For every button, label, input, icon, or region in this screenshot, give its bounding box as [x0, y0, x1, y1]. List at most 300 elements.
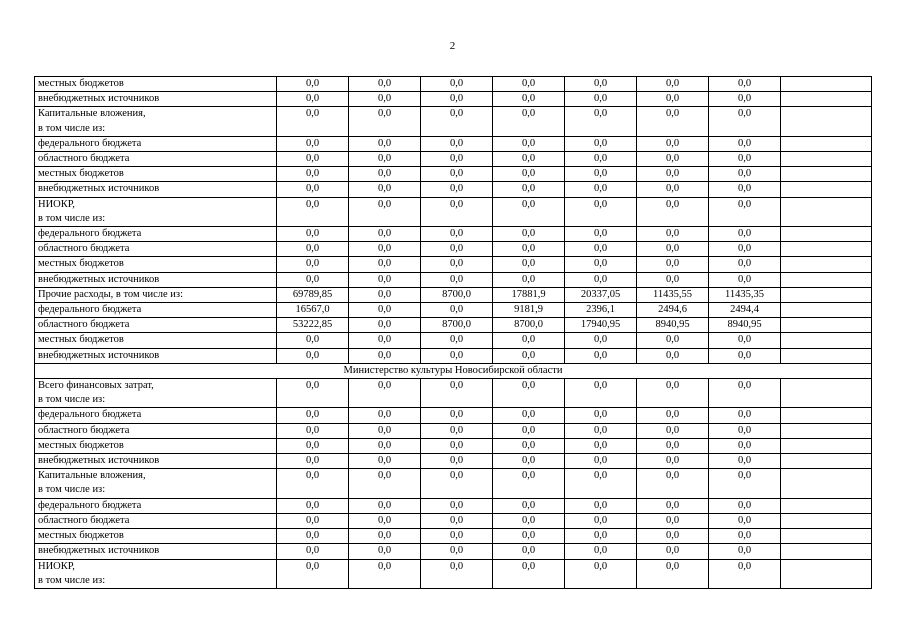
row-label-line: областного бюджета	[38, 514, 130, 526]
row-label	[35, 438, 277, 453]
row-label-line: внебюджетных источников	[38, 349, 160, 361]
value-cell	[781, 257, 872, 272]
value-cell: 0,0	[349, 272, 421, 287]
value-cell: 8940,95	[637, 318, 709, 333]
value-cell: 0,0	[277, 513, 349, 528]
value-cell: 0,0	[709, 272, 781, 287]
row-label	[35, 529, 277, 544]
value-cell: 53222,85	[277, 318, 349, 333]
table-row	[35, 559, 872, 588]
value-cell: 0,0	[421, 469, 493, 498]
table-row	[35, 242, 872, 257]
value-cell: 0,0	[709, 152, 781, 167]
value-cell: 0,0	[421, 348, 493, 363]
value-cell: 0,0	[637, 529, 709, 544]
value-cell: 0,0	[421, 529, 493, 544]
value-cell: 0,0	[493, 92, 565, 107]
value-cell	[781, 242, 872, 257]
value-cell: 0,0	[565, 333, 637, 348]
value-cell: 0,0	[637, 136, 709, 151]
table-row	[35, 77, 872, 92]
value-cell: 0,0	[277, 92, 349, 107]
value-cell: 0,0	[493, 529, 565, 544]
table-row	[35, 348, 872, 363]
row-label	[35, 92, 277, 107]
value-cell: 0,0	[349, 152, 421, 167]
value-cell: 0,0	[637, 257, 709, 272]
value-cell: 0,0	[637, 348, 709, 363]
value-cell: 0,0	[349, 348, 421, 363]
table-row	[35, 107, 872, 136]
value-cell: 8700,0	[493, 318, 565, 333]
value-cell: 0,0	[421, 182, 493, 197]
table-row	[35, 438, 872, 453]
table-row	[35, 257, 872, 272]
value-cell	[781, 438, 872, 453]
value-cell: 0,0	[637, 469, 709, 498]
row-label	[35, 469, 277, 498]
row-label-line: Капитальные вложения,	[38, 108, 146, 120]
value-cell	[781, 423, 872, 438]
value-cell: 0,0	[565, 92, 637, 107]
value-cell: 0,0	[349, 182, 421, 197]
value-cell: 0,0	[277, 559, 349, 588]
value-cell: 0,0	[565, 529, 637, 544]
value-cell: 0,0	[637, 559, 709, 588]
value-cell: 9181,9	[493, 303, 565, 318]
value-cell: 0,0	[709, 107, 781, 136]
value-cell: 0,0	[565, 454, 637, 469]
value-cell	[781, 559, 872, 588]
row-label-line: Капитальные вложения,	[38, 470, 146, 482]
value-cell: 0,0	[637, 498, 709, 513]
value-cell: 0,0	[637, 92, 709, 107]
value-cell: 0,0	[277, 498, 349, 513]
value-cell: 0,0	[277, 333, 349, 348]
table-row	[35, 529, 872, 544]
value-cell: 0,0	[421, 242, 493, 257]
financing-table	[34, 76, 872, 589]
value-cell: 0,0	[493, 242, 565, 257]
value-cell	[781, 513, 872, 528]
value-cell: 0,0	[421, 438, 493, 453]
row-label	[35, 513, 277, 528]
table-row	[35, 318, 872, 333]
row-label-line: в том числе из:	[38, 122, 106, 134]
value-cell	[781, 92, 872, 107]
value-cell: 0,0	[565, 197, 637, 226]
row-label-line: внебюджетных источников	[38, 455, 160, 467]
value-cell: 0,0	[493, 469, 565, 498]
value-cell: 11435,55	[637, 287, 709, 302]
value-cell	[781, 454, 872, 469]
value-cell: 0,0	[565, 544, 637, 559]
value-cell: 0,0	[493, 257, 565, 272]
value-cell: 0,0	[709, 197, 781, 226]
row-label	[35, 423, 277, 438]
value-cell: 0,0	[637, 77, 709, 92]
value-cell: 0,0	[565, 182, 637, 197]
value-cell: 0,0	[637, 272, 709, 287]
table-row	[35, 454, 872, 469]
value-cell: 0,0	[565, 167, 637, 182]
value-cell: 0,0	[565, 77, 637, 92]
value-cell: 0,0	[565, 272, 637, 287]
value-cell: 0,0	[709, 92, 781, 107]
value-cell: 0,0	[709, 454, 781, 469]
value-cell: 0,0	[421, 167, 493, 182]
row-label-line: местных бюджетов	[38, 168, 124, 180]
section-title: Министерство культуры Новосибирской области	[35, 363, 872, 378]
row-label	[35, 559, 277, 588]
value-cell: 0,0	[637, 197, 709, 226]
value-cell	[781, 152, 872, 167]
value-cell: 0,0	[709, 529, 781, 544]
row-label-line: федерального бюджета	[38, 304, 142, 316]
value-cell: 0,0	[709, 333, 781, 348]
row-label-line: внебюджетных источников	[38, 93, 160, 105]
value-cell: 0,0	[637, 227, 709, 242]
row-label-line: в том числе из:	[38, 574, 106, 586]
value-cell: 0,0	[277, 454, 349, 469]
value-cell	[781, 182, 872, 197]
value-cell: 0,0	[709, 242, 781, 257]
value-cell: 0,0	[349, 167, 421, 182]
row-label	[35, 498, 277, 513]
value-cell: 0,0	[277, 379, 349, 408]
row-label-line: в том числе из:	[38, 484, 106, 496]
row-label	[35, 197, 277, 226]
table-row	[35, 197, 872, 226]
value-cell: 0,0	[493, 513, 565, 528]
value-cell: 0,0	[349, 559, 421, 588]
value-cell: 0,0	[565, 438, 637, 453]
value-cell: 2396,1	[565, 303, 637, 318]
value-cell: 0,0	[709, 136, 781, 151]
value-cell: 0,0	[349, 197, 421, 226]
row-label-line: местных бюджетов	[38, 258, 124, 270]
value-cell: 0,0	[709, 348, 781, 363]
value-cell: 8700,0	[421, 287, 493, 302]
value-cell: 0,0	[637, 167, 709, 182]
value-cell: 0,0	[349, 107, 421, 136]
value-cell: 0,0	[277, 408, 349, 423]
value-cell: 11435,35	[709, 287, 781, 302]
value-cell: 0,0	[565, 227, 637, 242]
value-cell: 0,0	[349, 92, 421, 107]
value-cell: 0,0	[637, 242, 709, 257]
value-cell: 0,0	[421, 152, 493, 167]
row-label-line: НИОКР,	[38, 560, 75, 572]
value-cell: 0,0	[421, 107, 493, 136]
row-label	[35, 152, 277, 167]
value-cell: 0,0	[349, 257, 421, 272]
value-cell	[781, 303, 872, 318]
value-cell	[781, 287, 872, 302]
row-label	[35, 136, 277, 151]
value-cell: 0,0	[709, 498, 781, 513]
value-cell	[781, 77, 872, 92]
value-cell: 0,0	[277, 242, 349, 257]
value-cell: 0,0	[493, 227, 565, 242]
row-label	[35, 167, 277, 182]
row-label-line: в том числе из:	[38, 212, 106, 224]
row-label-line: местных бюджетов	[38, 530, 124, 542]
value-cell	[781, 529, 872, 544]
row-label	[35, 287, 277, 302]
value-cell: 0,0	[637, 333, 709, 348]
table-row	[35, 333, 872, 348]
value-cell: 0,0	[277, 257, 349, 272]
value-cell: 17940,95	[565, 318, 637, 333]
value-cell: 0,0	[493, 136, 565, 151]
value-cell: 0,0	[277, 227, 349, 242]
value-cell: 0,0	[493, 498, 565, 513]
table-row	[35, 227, 872, 242]
value-cell: 0,0	[565, 107, 637, 136]
row-label-line: федерального бюджета	[38, 409, 142, 421]
table-row	[35, 136, 872, 151]
value-cell	[781, 498, 872, 513]
value-cell: 0,0	[421, 272, 493, 287]
value-cell: 0,0	[637, 182, 709, 197]
page-number: 2	[449, 40, 456, 52]
table-row	[35, 92, 872, 107]
value-cell	[781, 227, 872, 242]
value-cell: 0,0	[709, 408, 781, 423]
table-row	[35, 152, 872, 167]
value-cell: 0,0	[421, 333, 493, 348]
row-label	[35, 242, 277, 257]
row-label	[35, 303, 277, 318]
value-cell: 2494,4	[709, 303, 781, 318]
value-cell: 0,0	[349, 333, 421, 348]
value-cell: 0,0	[709, 227, 781, 242]
value-cell: 0,0	[421, 408, 493, 423]
value-cell: 0,0	[493, 408, 565, 423]
value-cell	[781, 318, 872, 333]
table-row	[35, 272, 872, 287]
table-row	[35, 469, 872, 498]
value-cell: 0,0	[277, 348, 349, 363]
value-cell: 0,0	[709, 544, 781, 559]
value-cell: 0,0	[277, 167, 349, 182]
value-cell: 0,0	[349, 529, 421, 544]
value-cell: 0,0	[493, 152, 565, 167]
value-cell: 0,0	[349, 136, 421, 151]
value-cell: 0,0	[277, 469, 349, 498]
value-cell: 0,0	[493, 272, 565, 287]
value-cell: 0,0	[349, 318, 421, 333]
value-cell: 0,0	[421, 559, 493, 588]
value-cell: 0,0	[277, 136, 349, 151]
table-row	[35, 423, 872, 438]
row-label-line: федерального бюджета	[38, 228, 142, 240]
row-label-line: местных бюджетов	[38, 334, 124, 346]
value-cell	[781, 197, 872, 226]
value-cell: 20337,05	[565, 287, 637, 302]
value-cell: 0,0	[709, 257, 781, 272]
value-cell	[781, 348, 872, 363]
value-cell: 0,0	[493, 333, 565, 348]
value-cell	[781, 544, 872, 559]
value-cell	[781, 107, 872, 136]
value-cell: 0,0	[277, 423, 349, 438]
value-cell: 0,0	[637, 379, 709, 408]
value-cell: 0,0	[421, 227, 493, 242]
value-cell: 0,0	[565, 513, 637, 528]
value-cell: 0,0	[277, 529, 349, 544]
value-cell: 0,0	[349, 303, 421, 318]
table-row	[35, 513, 872, 528]
value-cell: 0,0	[493, 454, 565, 469]
section-header-row	[35, 363, 872, 378]
value-cell: 0,0	[421, 303, 493, 318]
row-label-line: федерального бюджета	[38, 499, 142, 511]
value-cell: 0,0	[349, 513, 421, 528]
value-cell: 0,0	[277, 438, 349, 453]
value-cell: 0,0	[493, 379, 565, 408]
value-cell: 0,0	[565, 136, 637, 151]
row-label-line: областного бюджета	[38, 319, 130, 331]
value-cell: 0,0	[565, 348, 637, 363]
value-cell: 0,0	[277, 152, 349, 167]
value-cell: 0,0	[421, 423, 493, 438]
value-cell	[781, 272, 872, 287]
value-cell: 0,0	[349, 454, 421, 469]
value-cell: 0,0	[565, 379, 637, 408]
value-cell: 0,0	[349, 287, 421, 302]
value-cell: 0,0	[349, 408, 421, 423]
value-cell: 0,0	[493, 438, 565, 453]
row-label	[35, 454, 277, 469]
row-label-line: областного бюджета	[38, 424, 130, 436]
value-cell: 0,0	[493, 197, 565, 226]
value-cell: 0,0	[637, 423, 709, 438]
value-cell: 0,0	[565, 498, 637, 513]
value-cell: 0,0	[493, 348, 565, 363]
value-cell: 0,0	[349, 379, 421, 408]
value-cell: 0,0	[277, 107, 349, 136]
value-cell: 0,0	[565, 559, 637, 588]
value-cell: 0,0	[565, 408, 637, 423]
row-label	[35, 333, 277, 348]
value-cell: 0,0	[277, 272, 349, 287]
value-cell: 0,0	[709, 513, 781, 528]
value-cell: 2494,6	[637, 303, 709, 318]
value-cell: 0,0	[421, 513, 493, 528]
value-cell: 8700,0	[421, 318, 493, 333]
value-cell	[781, 167, 872, 182]
row-label	[35, 227, 277, 242]
value-cell	[781, 333, 872, 348]
value-cell	[781, 136, 872, 151]
value-cell: 0,0	[637, 107, 709, 136]
value-cell: 0,0	[349, 544, 421, 559]
value-cell: 0,0	[565, 469, 637, 498]
value-cell: 0,0	[421, 544, 493, 559]
value-cell: 0,0	[709, 423, 781, 438]
value-cell: 0,0	[637, 513, 709, 528]
value-cell: 0,0	[421, 454, 493, 469]
row-label	[35, 182, 277, 197]
value-cell: 0,0	[421, 197, 493, 226]
row-label	[35, 379, 277, 408]
value-cell	[781, 469, 872, 498]
value-cell: 0,0	[709, 77, 781, 92]
table-row	[35, 287, 872, 302]
row-label-line: Всего финансовых затрат,	[38, 380, 154, 392]
value-cell: 0,0	[349, 423, 421, 438]
value-cell: 0,0	[637, 544, 709, 559]
row-label	[35, 348, 277, 363]
value-cell: 0,0	[493, 182, 565, 197]
row-label-line: НИОКР,	[38, 198, 75, 210]
value-cell: 0,0	[709, 469, 781, 498]
row-label	[35, 107, 277, 136]
row-label	[35, 408, 277, 423]
value-cell: 0,0	[349, 227, 421, 242]
value-cell: 0,0	[493, 167, 565, 182]
value-cell: 0,0	[565, 423, 637, 438]
row-label-line: внебюджетных источников	[38, 545, 160, 557]
value-cell: 0,0	[277, 544, 349, 559]
value-cell: 69789,85	[277, 287, 349, 302]
value-cell: 0,0	[493, 77, 565, 92]
row-label	[35, 318, 277, 333]
value-cell: 0,0	[709, 167, 781, 182]
value-cell: 16567,0	[277, 303, 349, 318]
row-label	[35, 77, 277, 92]
value-cell: 0,0	[349, 438, 421, 453]
value-cell: 0,0	[277, 182, 349, 197]
value-cell: 0,0	[493, 107, 565, 136]
value-cell: 0,0	[637, 438, 709, 453]
value-cell	[781, 408, 872, 423]
table-row	[35, 379, 872, 408]
row-label-line: местных бюджетов	[38, 78, 124, 89]
value-cell: 0,0	[565, 242, 637, 257]
value-cell: 0,0	[277, 77, 349, 92]
row-label-line: федерального бюджета	[38, 137, 142, 149]
row-label-line: местных бюджетов	[38, 439, 124, 451]
value-cell: 0,0	[637, 454, 709, 469]
value-cell: 17881,9	[493, 287, 565, 302]
value-cell: 0,0	[709, 438, 781, 453]
table-row	[35, 303, 872, 318]
value-cell: 0,0	[421, 136, 493, 151]
value-cell: 0,0	[277, 197, 349, 226]
value-cell: 8940,95	[709, 318, 781, 333]
table-body	[35, 77, 872, 589]
table-row	[35, 167, 872, 182]
table-row	[35, 408, 872, 423]
row-label-line: внебюджетных источников	[38, 273, 160, 285]
value-cell: 0,0	[709, 182, 781, 197]
row-label	[35, 272, 277, 287]
value-cell: 0,0	[565, 152, 637, 167]
value-cell: 0,0	[421, 92, 493, 107]
value-cell: 0,0	[421, 77, 493, 92]
value-cell: 0,0	[421, 379, 493, 408]
row-label-line: областного бюджета	[38, 153, 130, 165]
table-row	[35, 498, 872, 513]
value-cell: 0,0	[349, 242, 421, 257]
value-cell: 0,0	[349, 469, 421, 498]
row-label-line: областного бюджета	[38, 243, 130, 255]
row-label-line: Прочие расходы, в том числе из:	[38, 288, 183, 300]
value-cell: 0,0	[493, 423, 565, 438]
